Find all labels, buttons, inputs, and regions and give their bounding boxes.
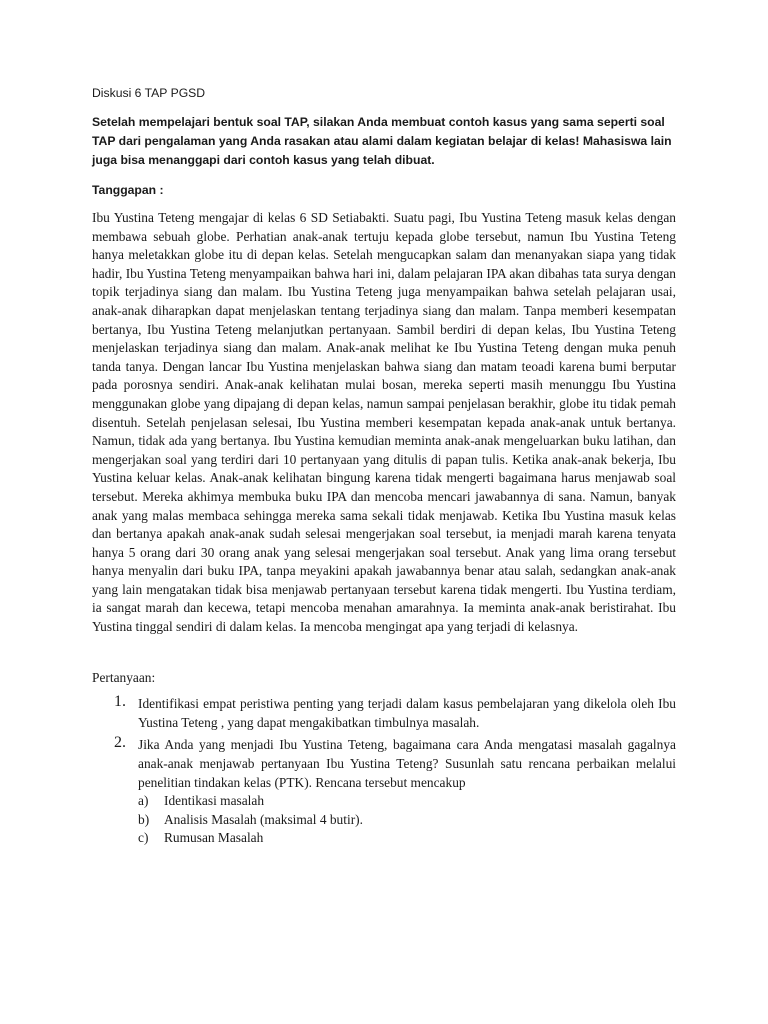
- question-number: 2.: [114, 734, 126, 752]
- question-number: 1.: [114, 693, 126, 711]
- sub-item-marker: c): [138, 830, 149, 846]
- question-item: [92, 695, 676, 732]
- instruction-text: Setelah mempelajari bentuk soal TAP, silakan Anda membuat contoh kasus yang sama seperti soal TAP dari pengalaman yang Anda rasakan atau alami dalam kegiatan belajar di kelas! Mahasiswa lain juga bisa menanggapi dari contoh kasus yang telah dibuat.: [92, 115, 672, 167]
- sub-item: [138, 811, 676, 830]
- sub-item-text: Analisis Masalah (maksimal 4 butir).: [164, 811, 363, 827]
- sub-item-text: Identikasi masalah: [164, 793, 265, 809]
- question-text: Identifikasi empat peristiwa penting yang terjadi dalam kasus pembelajaran yang dikelola oleh Ibu Yustina Teteng , yang dapat mengakibatkan timbulnya masalah.: [138, 696, 676, 730]
- question-item: [92, 736, 676, 848]
- questions-label: Pertanyaan:: [92, 669, 156, 685]
- sub-item: [138, 829, 676, 848]
- questions-list: [92, 695, 676, 848]
- document-page: [92, 84, 676, 852]
- sub-item: [138, 792, 676, 811]
- sub-item-marker: a): [138, 793, 149, 809]
- case-study-paragraph: Ibu Yustina Teteng mengajar di kelas 6 SD Setiabakti. Suatu pagi, Ibu Yustina Teteng masuk kelas dengan membawa sebuah globe. Perhatian anak-anak tertuju kepada globe tersebut, namun Ibu Yustina Teteng hanya meletakkan globe itu di depan kelas. Setelah mengucapkan salam dan menanyakan siapa yang tidak hadir, Ibu Yustina Teteng menyampaikan bahwa hari ini, dalam pelajaran IPA akan dibahas tata surya dengan topik terjadinya siang dan malam. Ibu Yustina Teteng juga menyampaikan bahwa setelah pelajaran usai, anak-anak diharapkan dapat menjelaskan tentang terjadinya siang dan malam. Tanpa memberi kesempatan bertanya, Ibu Yustina Teteng melanjutkan pertanyaan. Sambil berdiri di depan kelas, Ibu Yustina Teteng menjelaskan terjadinya siang dan malam. Anak-anak melihat ke Ibu Yustina Teteng dengan muka penuh tanda tanya. Dengan lancar Ibu Yustina menjelaskan bahwa siang dan matam teoadi karena bumi berputar pada porosnya sendiri. Anak-anak kelihatan mulai bosan, mereka seperti masih menunggu Ibu Yustina menggunakan globe yang dipajang di depan kelas, namun sampai penjelasan berakhir, globe itu tidak pemah disentuh. Setelah penjelasan selesai, Ibu Yustina memberi kesempatan kepada anak-anak untuk bertanya. Namun, tidak ada yang bertanya. Ibu Yustina kemudian meminta anak-anak mengeluarkan buku latihan, dan mengerjakan soal yang terdiri dari 10 pertanyaan yang ditulis di papan tulis. Ketika anak-anak bekerja, Ibu Yustina keluar kelas. Anak-anak kelihatan bingung karena tidak mengerti bagaimana harus menjawab soal tersebut. Mereka akhimya membuka buku IPA dan mencoba mencari jawabannya di sana. Namun, banyak anak yang malas membaca sehingga mereka sama sekali tidak menjawab. Ketika Ibu Yustina masuk kelas dan bertanya apakah anak-anak sudah selesai mengerjakan soal tersebut, ia menjadi marah karena tenyata hanya 5 orang dari 30 orang anak yang selesai mengerjakan soal tersebut. Anak yang lima orang tersebut hanya menyalin dari buku IPA, tanpa meyakini apakah jawabannya benar atau salah, sedangkan anak-anak yang lain mengatakan tidak bisa menjawab pertanyaan tersebut karena tidak mengerti. Ibu Yustina terdiam, ia sangat marah dan kecewa, tetapi mencoba menahan amarahnya. Ia meminta anak-anak beristirahat. Ibu Yustina tinggal sendiri di dalam kelas. Ia mencoba mengingat apa yang terjadi di kelasnya.: [92, 210, 676, 635]
- response-label: Tanggapan :: [92, 183, 164, 197]
- question-text: Jika Anda yang menjadi Ibu Yustina Teteng, bagaimana cara Anda mengatasi masalah gagalnya anak-anak menjawab pertanyaan Ibu Yustina Teteng? Susunlah satu rencana perbaikan melalui penelitian tindakan kelas (PTK). Rencana tersebut mencakup: [138, 737, 676, 790]
- document-title: Diskusi 6 TAP PGSD: [92, 86, 206, 100]
- sub-item-marker: b): [138, 811, 150, 827]
- question-sub-list: [138, 792, 676, 848]
- sub-item-text: Rumusan Masalah: [164, 830, 264, 846]
